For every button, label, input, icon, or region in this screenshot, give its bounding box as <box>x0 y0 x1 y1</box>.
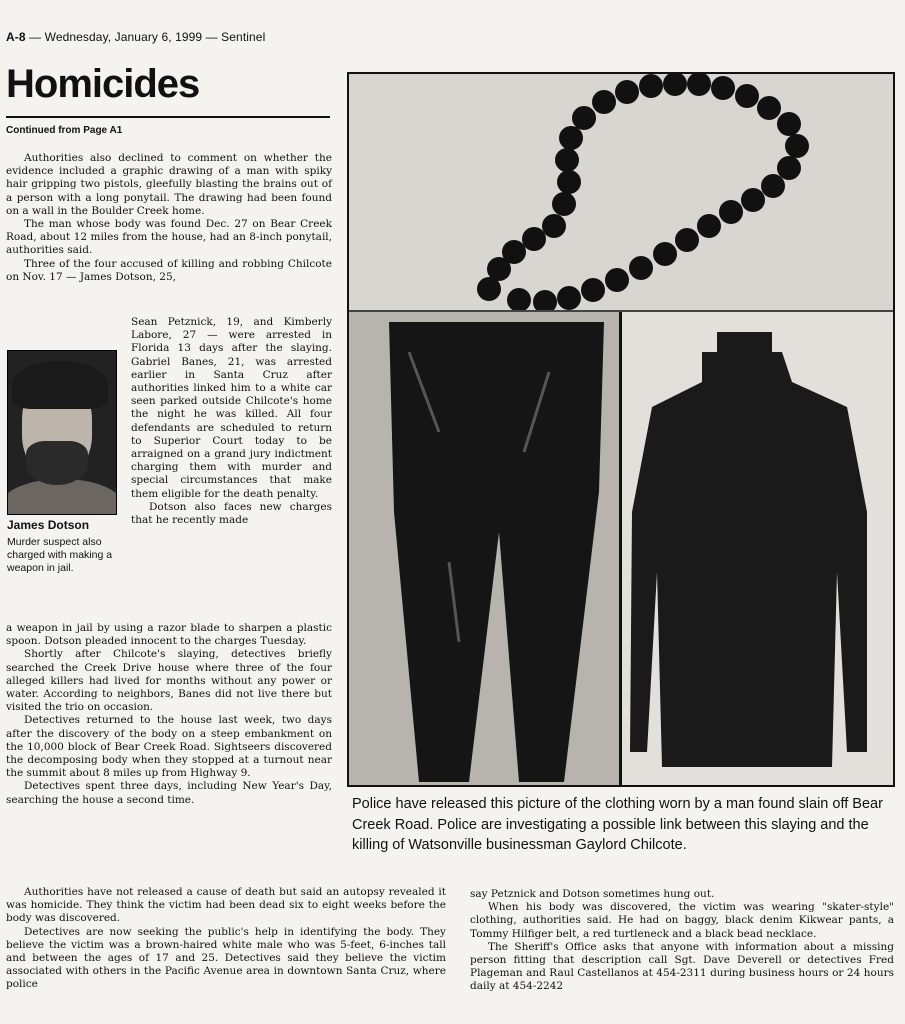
headline: Homicides <box>6 62 200 106</box>
turtleneck-panel <box>622 312 893 785</box>
paragraph: Detectives spent three days, including New Year's Day, searching the house a second time. <box>6 780 332 806</box>
mugshot-caption: Murder suspect also charged with making a weapon in jail. <box>7 536 113 574</box>
page-number: A-8 <box>6 30 26 44</box>
article-column-bottom <box>6 622 332 807</box>
dateline: — Wednesday, January 6, 1999 — Sentinel <box>29 30 266 44</box>
necklace-panel <box>349 74 893 312</box>
black-pants-image <box>349 312 619 785</box>
paragraph: The Sheriff's Office asks that anyone with information about a missing person fitting that description call Sgt. Dave Deverell or detectives Fred Plageman and Raul Castellanos at 454-2311 during business hours or 24 hours daily at 454-2242 <box>470 940 894 993</box>
paragraph: Detectives returned to the house last week, two days after the discovery of the body on a steep embankment on the 10,000 block of Bear Creek Road. Sightseers discovered the decomposing body when they stopped at a turnout near the summit about 8 miles up from Highway 9. <box>6 714 332 780</box>
article-column-top <box>6 152 332 284</box>
paragraph: Three of the four accused of killing and robbing Chilcote on Nov. 17 — James Dotson, 25, <box>6 257 332 283</box>
paragraph: Authorities have not released a cause of death but said an autopsy revealed it was homicide. They think the victim had been dead six to eight weeks before the body was discovered. <box>6 886 446 925</box>
paragraph: Detectives are now seeking the public's help in identifying the body. They believe the victim was a brown-haired white male who was 5-feet, 6-inches tall and between the ages of 17 and 25. Detectives said they believe the victim associated with others in the Pacific Avenue area in downtown Santa Cruz, where police <box>6 925 446 991</box>
article-bottom-left <box>6 886 446 992</box>
paragraph: a weapon in jail by using a razor blade to sharpen a plastic spoon. Dotson pleaded innocent to the charges Tuesday. <box>6 622 332 648</box>
turtleneck-image <box>622 312 893 785</box>
article-column-narrow <box>131 316 332 527</box>
paragraph: When his body was discovered, the victim was wearing "skater-style" clothing, authorities said. He had on baggy, black denim Kikwear pants, a Tommy Hilfiger belt, a red turtleneck and a black bead necklace. <box>470 901 894 940</box>
bead-necklace-image <box>349 74 893 312</box>
headline-rule <box>6 116 330 118</box>
paragraph: say Petznick and Dotson sometimes hung out. <box>470 888 715 900</box>
page-header <box>6 30 265 44</box>
photo-caption: Police have released this picture of the clothing worn by a man found slain off Bear Creek Road. Police are investigating a possible link between this slaying and the killing of Watsonville businessman Gaylord Chilcote. <box>352 796 883 853</box>
paragraph: Sean Petznick, 19, and Kimberly Labore, 27 — were arrested in Florida 13 days after the slaying. Gabriel Banes, 21, was arrested earlier in Santa Cruz after authorities linked him to a white car seen parked outside Chilcote's home the night he was killed. All four defendants are scheduled to return to Superior Court today to be arraigned on a grand jury indictment charging them with murder and special circumstances that make them eligible for the death penalty. <box>131 316 332 500</box>
paragraph: Dotson also faces new charges that he recently made <box>131 500 332 527</box>
article-bottom-right <box>470 888 894 994</box>
pants-panel <box>349 312 619 785</box>
clothing-photo <box>347 72 895 787</box>
mugshot-photo <box>7 350 117 515</box>
continued-label: Continued from Page A1 <box>6 125 123 136</box>
mugshot-name: James Dotson <box>7 518 90 532</box>
paragraph: The man whose body was found Dec. 27 on Bear Creek Road, about 12 miles from the house, had an 8-inch ponytail, authorities said. <box>6 218 332 257</box>
paragraph: Authorities also declined to comment on whether the evidence included a graphic drawing of a man with spiky hair gripping two pistols, gleefully blasting the brains out of a person with a long ponytail. The drawing had been found on a wall in the Boulder Creek home. <box>6 152 332 217</box>
paragraph: Shortly after Chilcote's slaying, detectives briefly searched the Creek Drive house where three of the four alleged killers had lived for months without any power or water. According to neighbors, Banes did not live there but visited the trio on occasion. <box>6 648 332 714</box>
